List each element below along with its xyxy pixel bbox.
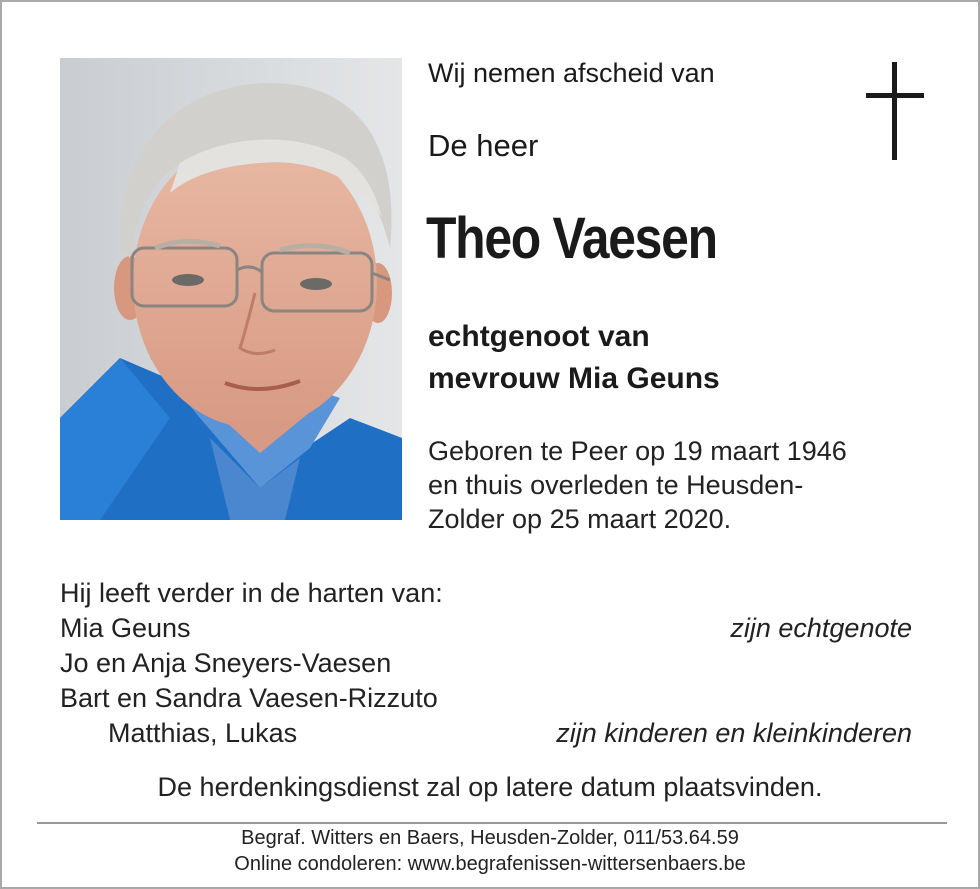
survivors-heading (60, 576, 912, 611)
portrait-photo (60, 58, 402, 520)
survivors-heading-text: Hij leeft verder in de harten van: (60, 578, 443, 608)
service-note: De herdenkingsdienst zal op latere datum plaatsvinden. (157, 772, 823, 802)
survivor-name: Jo en Anja Sneyers-Vaesen (60, 648, 392, 678)
cross-icon (866, 62, 924, 160)
survivor-relation: zijn kinderen en kleinkinderen (556, 718, 912, 748)
survivor-row (60, 646, 912, 681)
spouse-block (428, 316, 720, 400)
survivor-row (60, 681, 912, 716)
funeral-home-footer (2, 825, 978, 877)
portrait-illustration (60, 58, 402, 520)
dates-block (428, 434, 847, 536)
intro-text: Wij nemen afscheid van (428, 58, 715, 88)
deceased-name: Theo Vaesen (426, 206, 717, 271)
funeral-home-contact: Begraf. Witters en Baers, Heusden-Zolder, 011/53.64.59 (241, 827, 739, 849)
spouse-line-2: mevrouw Mia Geuns (428, 362, 720, 395)
survivor-row (60, 716, 912, 751)
dates-line-3: Zolder op 25 maart 2020. (428, 504, 732, 534)
survivor-relation: zijn echtgenote (730, 613, 912, 643)
online-condolence-link[interactable]: Online condoleren: www.begrafenissen-wittersenbaers.be (234, 853, 746, 875)
footer-divider (37, 822, 947, 824)
survivors-list (60, 576, 912, 751)
dates-line-2: en thuis overleden te Heusden- (428, 470, 804, 500)
dates-line-1: Geboren te Peer op 19 maart 1946 (428, 436, 847, 466)
survivor-name: Bart en Sandra Vaesen-Rizzuto (60, 683, 438, 713)
honorific: De heer (428, 128, 539, 163)
survivor-name: Mia Geuns (60, 613, 191, 643)
survivor-row (60, 611, 912, 646)
spouse-line-1: echtgenoot van (428, 320, 650, 353)
survivor-name: Matthias, Lukas (108, 718, 298, 748)
